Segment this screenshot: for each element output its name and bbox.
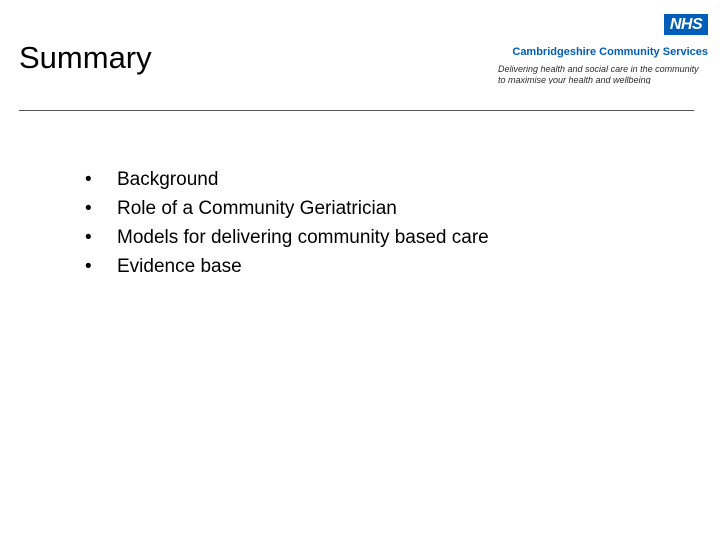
bullet-text: Models for delivering community based care: [117, 227, 489, 248]
bullet-text: Background: [117, 169, 219, 190]
tagline-line-1: Delivering health and social care in the community: [498, 64, 699, 74]
bullet-icon: •: [85, 256, 92, 277]
list-item: [85, 223, 489, 252]
bullet-list: [85, 165, 489, 281]
slide-title: Summary: [19, 40, 152, 75]
list-item: [85, 194, 489, 223]
bullet-icon: •: [85, 198, 92, 219]
bullet-text: Role of a Community Geriatrician: [117, 198, 397, 219]
bullet-text: Evidence base: [117, 256, 242, 277]
list-item: [85, 252, 489, 281]
tagline: [494, 64, 714, 84]
tagline-line-2: to maximise your health and wellbeing: [498, 75, 651, 84]
bullet-icon: •: [85, 169, 92, 190]
org-name: Cambridgeshire Community Services: [512, 46, 708, 58]
bullet-icon: •: [85, 227, 92, 248]
title-divider: [19, 110, 694, 111]
list-item: [85, 165, 489, 194]
nhs-badge: NHS: [664, 14, 708, 35]
nhs-logo: [494, 12, 714, 87]
